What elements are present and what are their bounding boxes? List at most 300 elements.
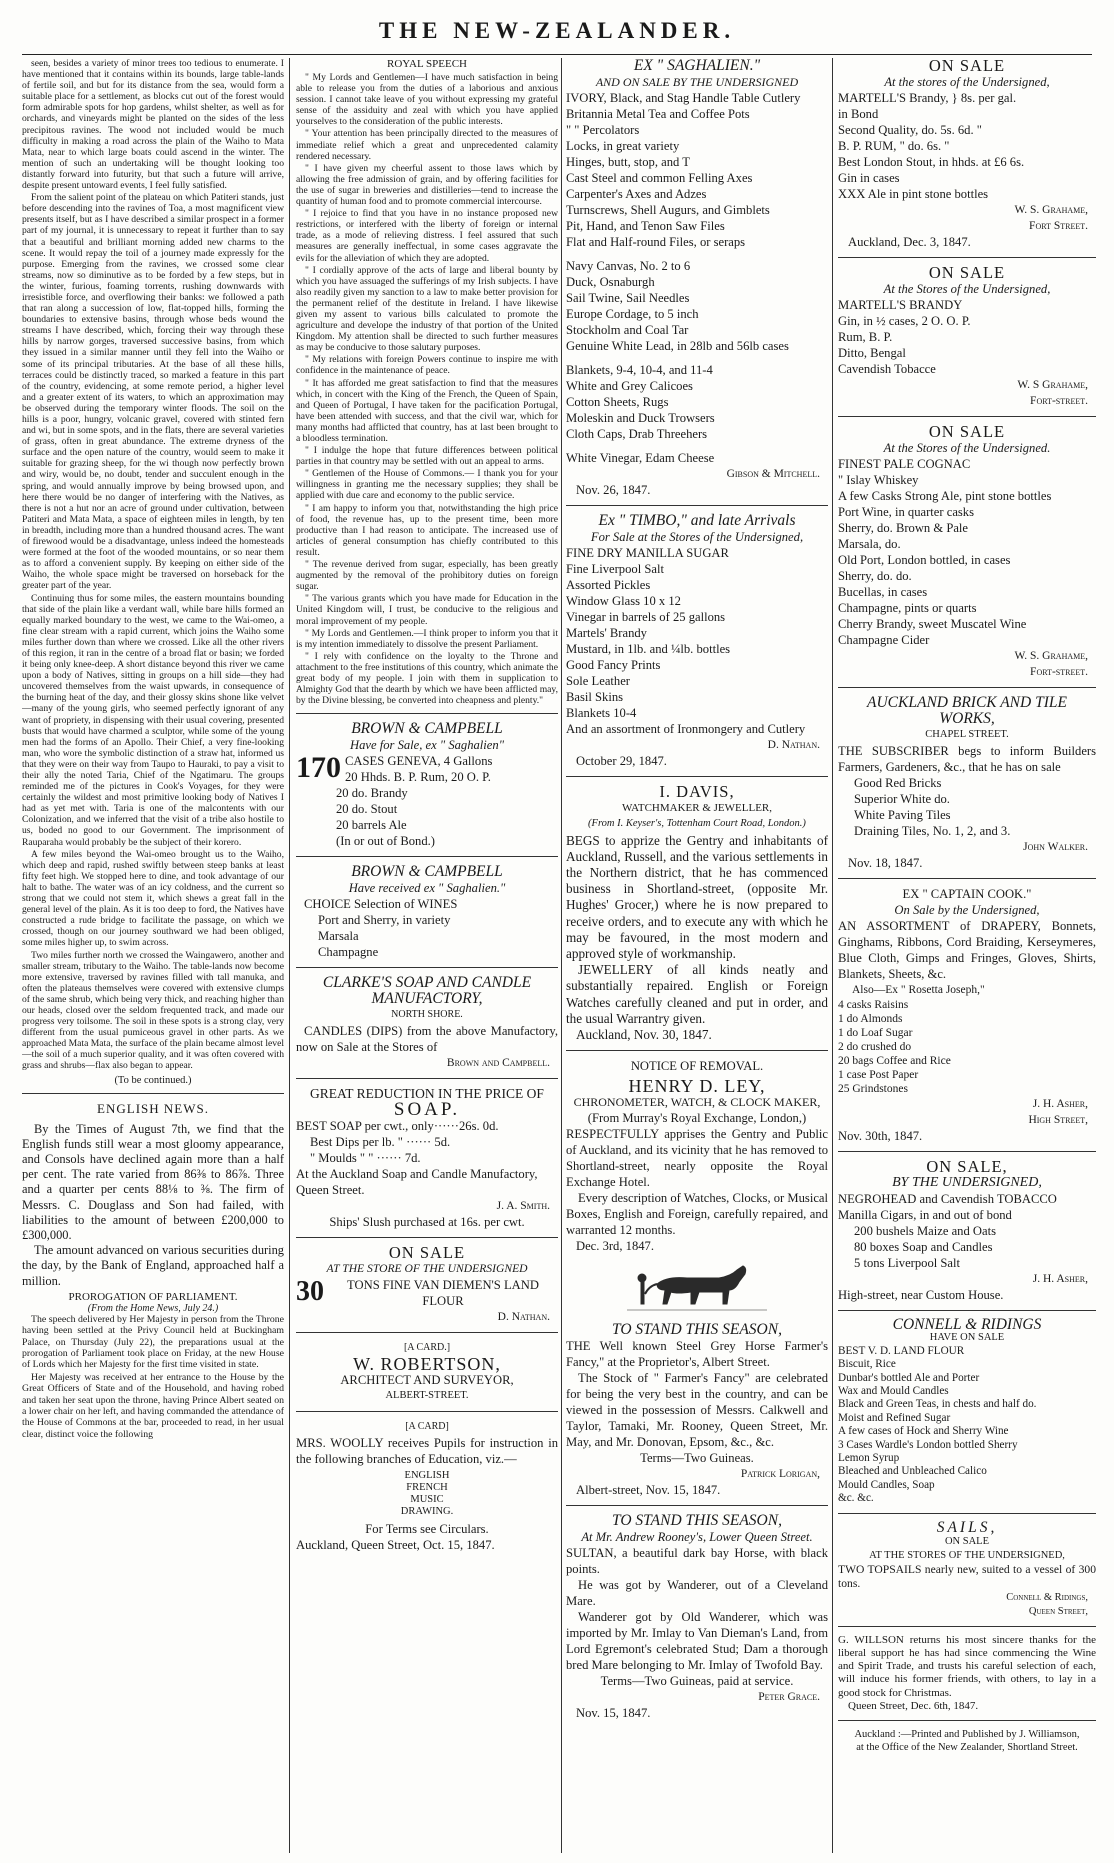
ad-address: ALBERT-STREET.: [385, 1390, 469, 1402]
ad-brown-campbell-1: [296, 721, 558, 849]
ad-item: Marsala, do.: [838, 537, 901, 551]
ad-subheading: Have received ex " Saghalien.": [348, 881, 506, 896]
from-home-news: (From the Home News, July 24.): [87, 1302, 219, 1314]
ad-item: Cavendish Tobacce: [838, 362, 936, 376]
paragraph: " Gentlemen of the House of Commons.— I thank you for your willingness in granting me the necessary supplies; they shall be applied with due care and economy to the public service.: [296, 468, 558, 502]
ad-item: MARTELL'S Brandy, } 8s. per gal.: [838, 91, 1017, 105]
ad-signature: W. S Grahame,: [1017, 379, 1088, 391]
ad-item: &c. &c.: [838, 1492, 874, 1505]
ad-item: Mould Candles, Soap: [838, 1478, 935, 1491]
subject-list: [296, 1470, 558, 1518]
ad-item: Good Red Bricks: [854, 776, 942, 790]
ad-body: G. WILLSON returns his most sincere thanks for the liberal support he has had since commencing the Wine and Spirit Trade, and trusts his careful selection of each, will induce his former friends, with others, to lay in a good stock for Christmas.: [838, 1633, 1096, 1699]
ad-item: Wax and Mould Candles: [838, 1385, 949, 1398]
ad-item: in Bond: [838, 107, 879, 121]
list-item: FRENCH: [406, 1482, 448, 1494]
masthead-rule: [22, 54, 1092, 55]
ad-body: THE Well known Steel Grey Horse Farmer's Fancy," at the Proprietor's, Albert Street.: [566, 1339, 828, 1370]
ad-item: Sole Leather: [566, 674, 630, 688]
paragraph: " It has afforded me great satisfaction to find that the measures which, in concert with the King of the French, the Queen of Spain, and Queen of Portugal, I have taken for the pacification Portugal, have been attended with success, and that the civil war, which for many months had afflicted that country, has at last been brought to a bloodless termination.: [296, 377, 558, 444]
ad-heading: ON SALE: [928, 58, 1006, 75]
ad-item: Sherry, do. Brown & Pale: [838, 521, 969, 535]
ad-body: TONS FINE VAN DIEMEN'S LAND FLOUR: [347, 1278, 539, 1309]
divider: [838, 1310, 1096, 1311]
divider: [838, 1513, 1096, 1514]
horse-engraving: [627, 1260, 767, 1318]
divider: [566, 776, 828, 777]
ad-item: Second Quality, do. 5s. 6d. ": [838, 123, 982, 137]
ad-signature: Connell & Ridings,: [1006, 1591, 1088, 1603]
column-1: [22, 58, 284, 1853]
ad-clarkes-soap: [296, 975, 558, 1071]
ad-item-list: [838, 297, 1096, 377]
ad-origin: (From I. Keyser's, Tottenham Court Road, London.): [588, 818, 806, 830]
ad-line: At the Auckland Soap and Candle Manufactory, Queen Street.: [296, 1167, 538, 1198]
ad-subheading: At the Stores of the Undersigned.: [883, 441, 1051, 455]
ad-item: Sherry, do. do.: [838, 569, 912, 583]
ad-signature: Peter Grace.: [758, 1691, 820, 1704]
ad-item: Cotton Sheets, Rugs: [566, 395, 669, 409]
ad-heading: ON SALE: [928, 422, 1006, 441]
ad-item: IVORY, Black, and Stag Handle Table Cutlery: [566, 91, 801, 105]
ad-line: 20 Hhds. B. P. Rum, 20 O. P.: [345, 770, 491, 785]
ad-item: White and Grey Calicoes: [566, 379, 693, 393]
ad-heading: NOTICE OF REMOVAL.: [630, 1059, 764, 1074]
ad-sails: [838, 1518, 1096, 1619]
royal-speech-heading: ROYAL SPEECH: [387, 58, 467, 70]
ad-subheading: Have for Sale, ex " Saghalien": [350, 738, 504, 753]
ad-item-list: [838, 456, 1096, 648]
ad-line: Best Dips per lb. " ······ 5d.: [310, 1135, 451, 1150]
quantity-numeral: 30: [296, 1276, 324, 1308]
ad-heading: I. DAVIS,: [659, 782, 735, 801]
ad-line: 20 barrels Ale: [336, 818, 407, 833]
ad-ex-timbo: [566, 513, 828, 769]
list-item: MUSIC: [410, 1494, 444, 1506]
ad-subheading: At Mr. Andrew Rooney's, Lower Queen Street.: [581, 1530, 813, 1545]
ad-signature: John Walker.: [1023, 841, 1088, 853]
ad-ex-saghalien: [566, 58, 828, 498]
ad-item: Champagne, pints or quarts: [838, 601, 977, 615]
english-news-heading: ENGLISH NEWS.: [97, 1100, 209, 1116]
paragraph: " The various grants which you have made for Education in the United Kingdom will, I trust, be conducive to the religious and moral improvement of my people.: [296, 593, 558, 627]
paragraph: The speech delivered by Her Majesty in person from the Throne having been settled at the Privy Council held at Buckingham Palace, on Thursday (July 22), the preparations usual at the prorogation of Parliament took place on Friday, at the new House of Lords which her Majesty for the first time visited in state.: [22, 1313, 284, 1371]
ad-heading: TO STAND THIS SEASON,: [612, 1321, 782, 1339]
ad-item: Blankets, 9-4, 10-4, and 11-4: [566, 363, 713, 377]
ad-sultan: [566, 1513, 828, 1721]
ad-date: Queen Street, Dec. 6th, 1847.: [848, 1699, 979, 1712]
ad-heading: EX " CAPTAIN COOK.": [902, 887, 1032, 901]
ad-item: Flat and Half-round Files, or seraps: [566, 235, 746, 249]
ad-signature: W. S. Grahame,: [1014, 204, 1088, 216]
column-rule: [832, 58, 833, 1853]
ad-item: Bleached and Unbleached Calico: [838, 1465, 987, 1478]
ad-heading: CONNELL & RIDINGS: [892, 1316, 1042, 1333]
ad-item: FINE DRY MANILLA SUGAR: [566, 546, 729, 560]
paragraph: seen, besides a variety of minor trees too tedious to enumerate. I have mentioned that it contains within its bounds, large table-lands of fertile soil, and but for its distance from the sea, would form a suitable place for a settlement, as blocks cut out of the forest would form admirable spots for hop gardens, whilst shelter, as well as for orchards, and vineyards might be planted on the sides of the less precipitous ravines. The wood not included would be much difficulty in making a road across the plain of the Waiho to Mata Mata, near to which large boats could ascend in the winter. The mention of such an undertaking will be thought looking too distantly forward into futurity, but that such a future will arrive, despite present untoward events, I feel fully satisfied.: [22, 58, 284, 192]
ad-farmers-fancy: [566, 1322, 828, 1498]
ad-signature: J. H. Asher,: [1032, 1273, 1088, 1285]
paragraph: " My relations with foreign Powers continue to inspire me with confidence in the maintenance of peace.: [296, 354, 558, 377]
ad-brown-campbell-2: [296, 864, 558, 960]
ad-subheading: At the stores of the Undersigned,: [884, 75, 1050, 89]
ad-item: Locks, in great variety: [566, 139, 680, 153]
ad-item: BEST V. D. LAND FLOUR: [838, 1344, 965, 1357]
ad-body: The Stock of " Farmer's Fancy" are celebrated for being the very best in the country, and can be viewed in the possession of Messrs. Calkwell and Taylor, Tamaki, Mr. Rooney, Queen Street, Mr. May, and Mr. Donovan, Epsom, &c., &c.: [566, 1371, 828, 1450]
ad-item: Best London Stout, in hhds. at £6 6s.: [838, 155, 1025, 169]
divider: [838, 1626, 1096, 1627]
ad-heading: MANUFACTORY,: [371, 990, 483, 1008]
ad-body: BEGS to apprize the Gentry and inhabitants of Auckland, Russell, and the various settlements in the Northern district, that he has commenced business in Shortland-street, (opposite Mr. Hughes' Grocer,) where he is now prepared to receive orders, and to execute any with which he may be favoured, in the most modern and approved style of workmanship.: [566, 832, 828, 962]
column-rule: [561, 58, 562, 1853]
ad-item: Biscuit, Rice: [838, 1358, 896, 1371]
ad-line: (In or out of Bond.): [336, 834, 435, 849]
ad-heading: ON SALE: [388, 1243, 466, 1263]
ad-item: Good Fancy Prints: [566, 658, 661, 672]
divider: [838, 1151, 1096, 1152]
ad-item: Sail Twine, Sail Needles: [566, 291, 690, 305]
ad-item: Window Glass 10 x 12: [566, 594, 681, 608]
ad-item: 25 Grindstones: [838, 1083, 908, 1095]
ad-item: MARTELL'S BRANDY: [838, 298, 963, 312]
divider: [296, 856, 558, 857]
column-4: [838, 58, 1096, 1853]
divider: [296, 967, 558, 968]
ad-item: Turnscrews, Shell Augurs, and Gimblets: [566, 203, 770, 217]
ad-item: 2 do crushed do: [838, 1041, 912, 1053]
ad-subheading: CHAPEL STREET.: [925, 729, 1009, 740]
ad-line: Also—Ex " Rosetta Joseph,": [852, 984, 985, 996]
english-news-body: [22, 1122, 284, 1289]
ad-address: Fort Street.: [1029, 220, 1088, 232]
ad-subheading: AT THE STORES OF THE UNDERSIGNED,: [869, 1549, 1065, 1561]
article-journal: [22, 58, 284, 1072]
ad-address: High Street,: [1028, 1114, 1088, 1126]
column-rule: [289, 58, 290, 1853]
divider: [838, 1720, 1096, 1721]
ad-body: Wanderer got by Old Wanderer, which was imported by Mr. Imlay to Van Dieman's Land, from Lord Egremont's celebrated Stud; Dam a thorough bred Mare belonging to Mr. Imlay of Twofold Bay.: [566, 1610, 828, 1673]
ad-line: CASES GENEVA, 4 Gallons: [345, 754, 493, 769]
ad-address: Queen Street,: [1028, 1605, 1088, 1617]
divider: [838, 878, 1096, 879]
ad-body: AN ASSORTMENT of DRAPERY, Bonnets, Ginghams, Ribbons, Cord Braiding, Kerseymeres, Blue Cloth, Gimps and Fringes, Gloves, Shirts, Blankets, Sheets, &c.: [838, 919, 1096, 981]
ad-item: Hinges, butt, stop, and T: [566, 155, 690, 169]
ad-henry-ley: [566, 1058, 828, 1254]
ad-date: Dec. 3rd, 1847.: [576, 1239, 654, 1254]
paragraph: " I cordially approve of the acts of large and liberal bounty by which you have assuaged the sufferings of my Irish subjects. I have also readily given my sanction to a law to make better provision for the permanent relief of the destitute in Ireland. I have likewise given my assent to various bills calculated to promote the agriculture and develope the industry of that portion of the United Kingdom. My attention shall be directed to such further measures as may be conducive to those salutary purposes.: [296, 264, 558, 354]
paragraph: A few miles beyond the Wai-omeo brought us to the Waiho, which deep and rapid, rushed swiftly between steep banks at least fifty feet high. We stopped here to dine, and took advantage of our halt to bathe. The water was of an icy coldness, and the current so strong that we could not stem it, which shews a great fall in the general level of the plain. As it is too deep to ford, the Natives have constructed a rude bridge to facilitate the passage, on which we crossed, though on our journey southward we had been obliged, some miles higher up, to swim across.: [22, 848, 284, 949]
ad-item-list: [838, 90, 1096, 202]
ad-terms: Terms—Two Guineas.: [640, 1451, 754, 1466]
ad-item: Bucellas, in cases: [838, 585, 928, 599]
ad-line: 20 do. Stout: [336, 802, 398, 817]
ad-item: 4 casks Raisins: [838, 999, 909, 1011]
ad-item: 1 case Post Paper: [838, 1069, 919, 1081]
ad-item: Cloth Caps, Drab Threehers: [566, 427, 708, 441]
ad-item: Cast Steel and common Felling Axes: [566, 171, 753, 185]
ad-item: [566, 442, 828, 450]
ad-item: Vinegar in barrels of 25 gallons: [566, 610, 726, 624]
ad-item: 80 boxes Soap and Candles: [854, 1240, 993, 1254]
ad-item-list: [566, 90, 828, 466]
ad-captain-cook: [838, 886, 1096, 1144]
ad-connell-ridings: [838, 1318, 1096, 1506]
ad-subheading: WATCHMAKER & JEWELLER,: [621, 802, 772, 815]
column-2: [296, 58, 558, 1853]
paragraph: Two miles further north we crossed the Waingawero, another and smaller stream, tributary to the Waiho. The table-lands now become more extensive, traversed by ravines filled with tall manuka, and often the plateaus themselves were covered with extensive clumps of the same shrub, which being very thick, and reaching higher than our heads, closed over the seldom frequented track, and made our progress very toilsome. The soil in these spots is a strong clay, very different from the usual pumiceous gravel in other parts. As we approached Mata Mata, the surface of the plain became almost level—the soil of a much superior quality, and it was often covered with grass and shrubs—flax also began to appear.: [22, 949, 284, 1072]
to-be-continued: (To be continued.): [114, 1074, 192, 1086]
ad-item: Rum, B. P.: [838, 330, 893, 344]
ad-line: Marsala: [318, 929, 359, 944]
list-item: DRAWING.: [400, 1506, 454, 1518]
ad-subheading: HAVE ON SALE: [929, 1332, 1005, 1344]
divider: [838, 257, 1096, 258]
imprint-line: Auckland :—Printed and Published by J. Williamson,: [854, 1728, 1080, 1740]
paragraph: " I rejoice to find that you have in no instance proposed new restrictions, or interfered with the liberty of foreign or internal trade, as a mode of relieving distress. I feel assured that such measures are generally ineffectual, in some cases aggravate the evils for the alleviation of which they are adopted.: [296, 208, 558, 264]
masthead: THE NEW-ZEALANDER.: [378, 18, 736, 43]
ad-item: 20 bags Coffee and Rice: [838, 1055, 951, 1067]
ad-subheading: NORTH SHORE.: [391, 1009, 463, 1021]
ad-subheading: BY THE UNDERSIGNED,: [892, 1175, 1042, 1190]
ad-item: Blankets 10-4: [566, 706, 637, 720]
ad-card-robertson: [296, 1340, 558, 1404]
ad-grahame-3: [838, 424, 1096, 680]
divider: [566, 505, 828, 506]
ad-heading: EX " SAGHALIEN.": [633, 58, 761, 74]
ad-item: A few Casks Strong Ale, pint stone bottles: [838, 489, 1052, 503]
ad-item: Pit, Hand, and Tenon Saw Files: [566, 219, 725, 233]
ad-tobacco: [838, 1159, 1096, 1303]
ad-line: Ships' Slush purchased at 16s. per cwt.: [329, 1215, 525, 1230]
ad-item: A few cases of Hock and Sherry Wine: [838, 1425, 1009, 1438]
ad-date: Nov. 15, 1847.: [576, 1706, 651, 1721]
ad-item-list: [838, 1345, 1096, 1506]
ad-item: [566, 354, 828, 362]
ad-item: And an assortment of Ironmongery and Cutlery: [566, 722, 806, 736]
ad-body: RESPECTFULLY apprises the Gentry and Public of Auckland, and its vicinity that he has removed to Shortland-street, nearly opposite the Royal Exchange Hotel.: [566, 1127, 828, 1190]
divider: [566, 1050, 828, 1051]
ad-item: 1 do Loaf Sugar: [838, 1027, 913, 1039]
ad-subheading: CHRONOMETER, WATCH, & CLOCK MAKER,: [573, 1095, 821, 1110]
prorogation-heading: PROROGATION OF PARLIAMENT.: [68, 1290, 238, 1303]
prorogation-body: [22, 1314, 284, 1440]
ad-item: Mustard, in 1lb. and ¼lb. bottles: [566, 642, 731, 656]
ad-card-woolly: [296, 1419, 558, 1553]
ad-line: CHOICE Selection of WINES: [304, 897, 458, 912]
ad-heading: TO STAND THIS SEASON,: [612, 1512, 782, 1530]
ad-line: BEST SOAP per cwt., only······26s. 0d.: [296, 1119, 499, 1134]
ad-signature: J. H. Asher,: [1032, 1098, 1088, 1110]
ad-heading: ON SALE: [928, 263, 1006, 282]
royal-speech-body: [296, 72, 558, 706]
paragraph: " My Lords and Gentlemen.—I think proper to inform you that it is my intention immediately to dissolve the present Parliament.: [296, 627, 558, 650]
ad-heading: BROWN & CAMPBELL: [351, 720, 503, 738]
ad-item: Moist and Refined Sugar: [838, 1411, 951, 1424]
ad-item: Dunbar's bottled Ale and Porter: [838, 1371, 980, 1384]
ad-heading: CLARKE'S SOAP AND CANDLE: [322, 974, 532, 992]
ad-signature: D. Nathan.: [767, 739, 820, 751]
ad-item: " " Percolators: [566, 123, 640, 137]
ad-date: Nov. 26, 1847.: [576, 483, 651, 497]
ad-heading: SAILS,: [936, 1518, 998, 1536]
ad-item: Martels' Brandy: [566, 626, 647, 640]
divider: [296, 1078, 558, 1079]
ad-date: Nov. 30th, 1847.: [838, 1129, 923, 1143]
ad-heading: HENRY D. LEY,: [628, 1076, 766, 1097]
ad-item: Carpenter's Axes and Adzes: [566, 187, 707, 201]
paragraph: By the Times of August 7th, we find that the English funds still wear a most gloomy appearance, and Consols have declined again more than a half per cent. The rate varied from 86⅜ to 86⅞. Three and a quarter per cents 88⅛ to ⅜. The firm of Messrs. C. Douglass and Son had failed, with liabilities to the amount of between £200,000 to £300,000.: [22, 1121, 284, 1242]
ad-signature: J. A. Smith.: [496, 1200, 550, 1213]
divider: [296, 1332, 558, 1333]
ad-soap-reduction: [296, 1086, 558, 1230]
ad-body: MRS. WOOLLY receives Pupils for instruction in the following branches of Education, viz.—: [296, 1436, 558, 1467]
ad-brick-works: [838, 695, 1096, 871]
list-item: ENGLISH: [404, 1470, 450, 1482]
divider: [296, 713, 558, 714]
divider: [566, 1505, 828, 1506]
ad-item: Black and Green Teas, in chests and half do.: [838, 1398, 1037, 1411]
ad-date: October 29, 1847.: [576, 754, 667, 768]
ad-item: B. P. RUM, " do. 6s. ": [838, 139, 950, 153]
ad-subheading: AND ON SALE BY THE UNDERSIGNED: [595, 75, 799, 89]
paragraph: From the salient point of the plateau on which Patiteri stands, just before descending into the ravines of Toa, a most magnificent view presents itself, but as I have described a similar prospect in a former part of my journal, it is unnecessary to repeat it further than to say that a beautiful and brilliant morning added new charms to the scene. It would repay the toil of a journey made expressly for the purpose. Emerging from the ravines, we crossed some clear streams, now so diminutive as to be forded by a few steps, but in the winter, furious, foaming torrents, rushing downwards with irresistible force, and overflowing their banks: we followed a path that ran along a succession of low, flat-topped hills, forming the boundaries to extensive basins, through whose beds wound the streams I have described, which, forcing their way through these hills by narrow gorges, traversed successive basins, from which they issued in a similar manner until they fell into the Waiho or some of its principal tributaries. At the base of all these hills, terraces could be distinctly traced, so marked a feature in this part of the country, evidencing, at some remote period, a higher level and a greater extent of its waters, to which an approximation may be observed during the temporary winter floods. The soil on the hills is a poor, hungry, volcanic gravel, covered with stinted fern and wi, but in some spots, and in the flats, there are several varieties of grass, often in great abundance. The extreme dryness of the surface and the open nature of the country, would seem to make it suitable for grazing sheep, for the wi though now perfectly brown and wiry, would be, no doubt, tender and succulent enough in the spring, and would annually improve by being browsed upon, and here there would be no danger of interfering with the Natives, as there is not a hut nor an acre of ground under cultivation, between Patiteri and Mata Mata, a space of eighteen miles in length, by ten in breadth, including more than a hundred thousand acres. The want of firewood would be a disadvantage, unless indeed the homesteads were formed at the foot of the wooded mountains, or so near them as to afford a convenient supply. By keeping on either side of the Waiho, the whole space might be traversed on horseback for the greater part of the year.: [22, 192, 284, 592]
ad-body: SULTAN, a beautiful dark bay Horse, with black points.: [566, 1546, 828, 1577]
ad-item: Draining Tiles, No. 1, 2, and 3.: [854, 824, 1011, 838]
ad-willson: [838, 1634, 1096, 1713]
ad-item-list: [566, 545, 828, 737]
ad-signature: Brown and Campbell.: [446, 1057, 550, 1070]
ad-date: Nov. 18, 1847.: [848, 856, 923, 870]
ad-item: XXX Ale in pint stone bottles: [838, 187, 989, 201]
ad-heading: BROWN & CAMPBELL: [351, 863, 503, 881]
ad-on-sale-flour: [296, 1245, 558, 1325]
ad-grahame-2: [838, 265, 1096, 409]
ad-heading: GREAT REDUCTION IN THE PRICE OF: [310, 1086, 544, 1102]
ad-heading: ON SALE,: [926, 1157, 1008, 1176]
paragraph: " The revenue derived from sugar, especially, has been greatly augmented by the removal of the prohibitory duties on foreign sugar.: [296, 559, 558, 593]
paragraph: " I am happy to inform you that, notwithstanding the high price of food, the revenue has, up to the present time, been more productive than I had reason to anticipate. The increased use of articles of general consumption has chiefly contributed to this result.: [296, 502, 558, 558]
ad-item: Port Wine, in quarter casks: [838, 505, 975, 519]
ad-line: Port and Sherry, in variety: [318, 913, 451, 928]
ad-line: " Moulds " " ······ 7d.: [310, 1151, 421, 1166]
ad-body: Every description of Watches, Clocks, or Musical Boxes, English and Foreign, carefully repaired, and warranted 12 months.: [566, 1191, 828, 1238]
ad-item: Old Port, London bottled, in cases: [838, 553, 1011, 567]
ad-address: Fort-street.: [1030, 666, 1088, 678]
ad-item: " Islay Whiskey: [838, 473, 919, 487]
ad-subheading: On Sale by the Undersigned,: [894, 903, 1040, 917]
ad-item: FINEST PALE COGNAC: [838, 457, 971, 471]
ad-subheading: ARCHITECT AND SURVEYOR,: [340, 1373, 514, 1388]
ad-body: CANDLES (DIPS) from the above Manufactory, now on Sale at the Stores of: [296, 1024, 558, 1055]
ad-item: Cherry Brandy, sweet Muscatel Wine: [838, 617, 1027, 631]
paragraph: Continuing thus for some miles, the eastern mountains bounding that side of the plain like a verdant wall, while bare hills formed an equally marked boundary to the west, we came to the Wai-omeo, a fine clear stream with a rapid current, which joins the Waiho some miles further down than where we crossed. Like all the other rivers of this region, it ran in the centre of a broad flat or basin; we forded it being only knee-deep. A short distance beyond this river we came upon a body of Natives, sitting in groups on a hill side—they had uncovered themselves from the waist upwards, in consequence of the burning heat of the day, and their glossy skins shone like velvet—many of the young girls, who seemed perfectly ignorant of any want of propriety, in dispensing with their usual covering, presented busts that would have charmed a sculptor, while some of the young men had the forms of an Apollo. Their Chief, a very fine-looking man, who wore the symbolic distinction of a straw hat, informed us that they were on their way from Taupo to Hauraki, to pay a visit to their ally the noted Taria, Chief of the Ngatimaru. The groups reminded me of the pictures in Cook's Voyages, for they were certainly the wildest and most primitive looking body of Natives I had as yet met with. Taria is one of the malcontents with our Colonization, and we inferred that the visit of a tribe also hostile to us, boded no good to our Government. The imprisonment of Rauparaha would probably be the subject of their korero.: [22, 592, 284, 848]
ad-body: He was got by Wanderer, out of a Cleveland Mare.: [566, 1578, 828, 1609]
ad-item: Gin in cases: [838, 171, 900, 185]
ad-item: White Paving Tiles: [854, 808, 951, 822]
ad-signature: Patrick Lorigan,: [740, 1468, 820, 1481]
ad-item: Britannia Metal Tea and Coffee Pots: [566, 107, 750, 121]
ad-item: Gin, in ½ cases, 2 O. O. P.: [838, 314, 971, 328]
ad-subheading: At the Stores of the Undersigned,: [883, 282, 1051, 296]
ad-body: JEWELLERY of all kinds neatly and substantially repaired. English or Foreign Watches carefully cleaned and put in order, and the usual Warrantry given.: [566, 962, 828, 1026]
ad-item: 5 tons Liverpool Salt: [854, 1256, 960, 1270]
ad-heading: AUCKLAND BRICK AND TILE WORKS,: [867, 694, 1067, 727]
ad-item: Assorted Pickles: [566, 578, 651, 592]
ad-line: Champagne: [318, 945, 379, 960]
ad-signature: Gibson & Mitchell.: [726, 468, 820, 480]
card-tag: [A CARD.]: [403, 1342, 451, 1354]
ad-body: TWO TOPSAILS nearly new, suited to a vessel of 300 tons.: [838, 1562, 1096, 1590]
paragraph: " Your attention has been principally directed to the measures of immediate relief which a great and unprecedented calamity rendered necessary.: [296, 128, 558, 162]
ad-item: Superior White do.: [854, 792, 950, 806]
imprint: [838, 1728, 1096, 1754]
ad-item: Basil Skins: [566, 690, 624, 704]
ad-item: Stockholm and Coal Tar: [566, 323, 689, 337]
divider: [296, 1237, 558, 1238]
ad-item: 200 bushels Maize and Oats: [854, 1224, 996, 1238]
ad-item: White Vinegar, Edam Cheese: [566, 451, 715, 465]
ad-item: Moleskin and Duck Trowsers: [566, 411, 715, 425]
divider: [296, 1411, 558, 1412]
ad-signature: D. Nathan.: [497, 1311, 550, 1324]
ad-heading: Ex " TIMBO," and late Arrivals: [598, 512, 796, 529]
divider: [22, 1093, 284, 1094]
ad-line: For Terms see Circulars.: [365, 1522, 489, 1537]
paragraph: " I have given my cheerful assent to those laws which by allowing the free admission of grain, and by offering facilities for the use of sugar in breweries and distilleries—tend to increase the quantity of human food and to promote commercial intercourse.: [296, 162, 558, 208]
ad-date: Auckland, Queen Street, Oct. 15, 1847.: [296, 1538, 495, 1553]
ad-address: High-street, near Custom House.: [838, 1288, 1004, 1302]
ad-heading: SOAP.: [393, 1099, 461, 1121]
divider: [838, 416, 1096, 417]
ad-subheading: ON SALE: [944, 1535, 990, 1547]
ad-davis: [566, 784, 828, 1043]
ad-item: Fine Liverpool Salt: [566, 562, 664, 576]
ad-item: Genuine White Lead, in 28lb and 56lb cases: [566, 339, 789, 353]
ad-item: 3 Cases Wardle's London bottled Sherry: [838, 1438, 1018, 1451]
paragraph: " I indulge the hope that future differences between political parties in that country may be settled with out an appeal to arms.: [296, 445, 558, 468]
ad-item: Lemon Syrup: [838, 1452, 900, 1465]
ad-item-list: [838, 1223, 1096, 1271]
ad-terms: Terms—Two Guineas, paid at service.: [600, 1674, 794, 1689]
ad-item: 1 do Almonds: [838, 1013, 903, 1025]
ad-item-list: [838, 998, 1096, 1096]
paragraph: Her Majesty was received at her entrance to the House by the Great Officers of State and of the Household, and having robed and taken her seat upon the throne, having Prince Albert seated on a lower chair on her left, and having commanded the attendance of the House of Commons at the bar, proceeded to read, in her usual clear, distinct voice the following: [22, 1371, 284, 1440]
card-tag: [A CARD]: [405, 1421, 449, 1433]
imprint-line: at the Office of the New Zealander, Shortland Street.: [856, 1741, 1078, 1753]
ad-address: Fort-street.: [1030, 395, 1088, 407]
ad-item: Duck, Osnaburgh: [566, 275, 655, 289]
ad-item: Navy Canvas, No. 2 to 6: [566, 259, 691, 273]
ad-line: 20 do. Brandy: [336, 786, 408, 801]
ad-subheading: AT THE STORE OF THE UNDERSIGNED: [326, 1262, 528, 1276]
ad-item: [566, 250, 828, 258]
ad-item: Champagne Cider: [838, 633, 930, 647]
ad-item-list: [838, 775, 1096, 839]
ad-body: NEGROHEAD and Cavendish TOBACCO Manilla Cigars, in and out of bond: [838, 1192, 1057, 1222]
ad-date: Albert-street, Nov. 15, 1847.: [576, 1483, 721, 1498]
ad-item: Ditto, Bengal: [838, 346, 906, 360]
paragraph: " My Lords and Gentlemen—I have much satisfaction in being able to release you from the duties of a laborious and anxious session. I cannot take leave of you without expressing my grateful sense of the assiduity and zeal with which you have applied yourselves to the consideration of the public interests.: [296, 72, 558, 128]
ad-subheading: For Sale at the Stores of the Undersigned,: [590, 530, 804, 544]
ad-date: Auckland, Dec. 3, 1847.: [848, 235, 971, 249]
ad-date: Auckland, Nov. 30, 1847.: [576, 1027, 712, 1043]
ad-grahame-1: [838, 58, 1096, 250]
ad-origin: (From Murray's Royal Exchange, London,): [587, 1111, 807, 1126]
ad-heading: W. ROBERTSON,: [353, 1354, 501, 1375]
ad-body: THE SUBSCRIBER begs to inform Builders Farmers, Gardeners, &c., that he has on sale: [838, 744, 1096, 774]
column-3: [566, 58, 828, 1853]
ad-signature: W. S. Grahame,: [1014, 650, 1088, 662]
